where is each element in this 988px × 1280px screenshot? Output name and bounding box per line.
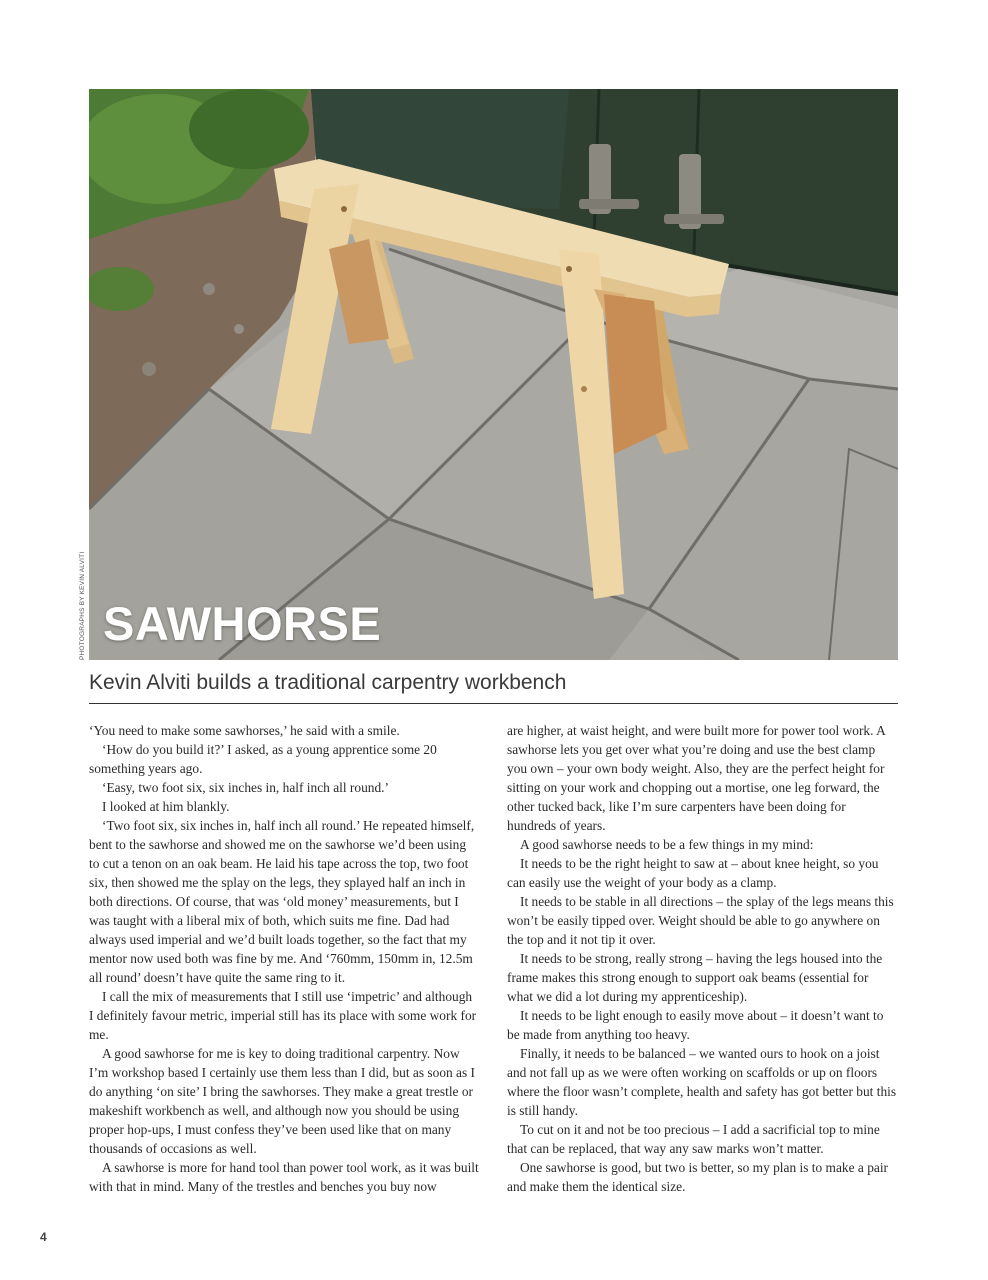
body-column-left: [89, 721, 479, 1196]
paragraph: are higher, at waist height, and were built more for power tool work. A sawhorse lets you get over what you’re doing and use the best clamp you own – your own body weight. Also, they are the perfect height for sitting on your work and chopping out a mortise, one leg forward, the other tucked back, like I’m sure carpenters have been doing for hundreds of years.: [507, 723, 886, 833]
paragraph: I looked at him blankly.: [102, 799, 230, 814]
standfirst: Kevin Alviti builds a traditional carpentry workbench: [89, 671, 567, 694]
divider: [89, 703, 898, 704]
paragraph: To cut on it and not be too precious – I add a sacrificial top to mine that can be replaced, that way any saw marks won’t matter.: [507, 1122, 880, 1156]
body-column-right: [507, 721, 897, 1196]
paragraph: ‘Two foot six, six inches in, half inch all round.’ He repeated himself, bent to the sawhorse and showed me on the sawhorse we’d been using to cut a tenon on an oak beam. He laid his tape across the top, two foot six, then showed me the splay on the legs, they splayed half an inch in both directions. Of course, that was ‘old money’ measurements, but I was taught with a liberal mix of both, which suits me fine. Dad had always used imperial and we’d built loads together, so the fact that my mentor now used both was fine by me. And ‘760mm, 150mm in, 12.5m all round’ doesn’t have quite the same ring to it.: [89, 818, 475, 985]
sawhorse-photo: [89, 89, 898, 660]
photo-credit: PHOTOGRAPHS BY KEVIN ALVITI: [79, 551, 86, 660]
paragraph: ‘Easy, two foot six, six inches in, half inch all round.’: [102, 780, 389, 795]
paragraph: I call the mix of measurements that I still use ‘impetric’ and although I definitely favour metric, imperial still has its place with some work for me.: [89, 989, 477, 1042]
paragraph: It needs to be light enough to easily move about – it doesn’t want to be made from anything too heavy.: [507, 1008, 884, 1042]
paragraph: It needs to be the right height to saw at – about knee height, so you can easily use the weight of your body as a clamp.: [507, 856, 879, 890]
paragraph: A good sawhorse for me is key to doing traditional carpentry. Now I’m workshop based I certainly use them less than I did, but as soon as I do anything ‘on site’ I bring the sawhorses. They make a great trestle or makeshift workbench as well, and although now you should be using proper hop-ups, I must confess they’ve been used like that on many thousands of occasions as well.: [89, 1046, 476, 1156]
page-number: 4: [40, 1230, 47, 1244]
paragraph: ‘How do you build it?’ I asked, as a young apprentice some 20 something years ago.: [89, 742, 437, 776]
paragraph: Finally, it needs to be balanced – we wanted ours to hook on a joist and not fall up as we were often working on scaffolds or up on floors where the floor wasn’t complete, health and safety has got better but this is still handy.: [507, 1046, 897, 1118]
paragraph: It needs to be stable in all directions – the splay of the legs means this won’t be easily tipped over. Weight should be able to go anywhere on the top and it not tip it over.: [507, 894, 894, 947]
paragraph: A good sawhorse needs to be a few things in my mind:: [520, 837, 814, 852]
article-title: SAWHORSE: [103, 597, 382, 650]
paragraph: ‘You need to make some sawhorses,’ he said with a smile.: [89, 723, 400, 738]
paragraph: A sawhorse is more for hand tool than power tool work, as it was built with that in mind. Many of the trestles and benches you buy now: [89, 1160, 479, 1194]
paragraph: One sawhorse is good, but two is better, so my plan is to make a pair and make them the identical size.: [507, 1160, 889, 1194]
paragraph: It needs to be strong, really strong – having the legs housed into the frame makes this strong enough to support oak beams (essential for what we did a lot during my apprenticeship).: [507, 951, 883, 1004]
